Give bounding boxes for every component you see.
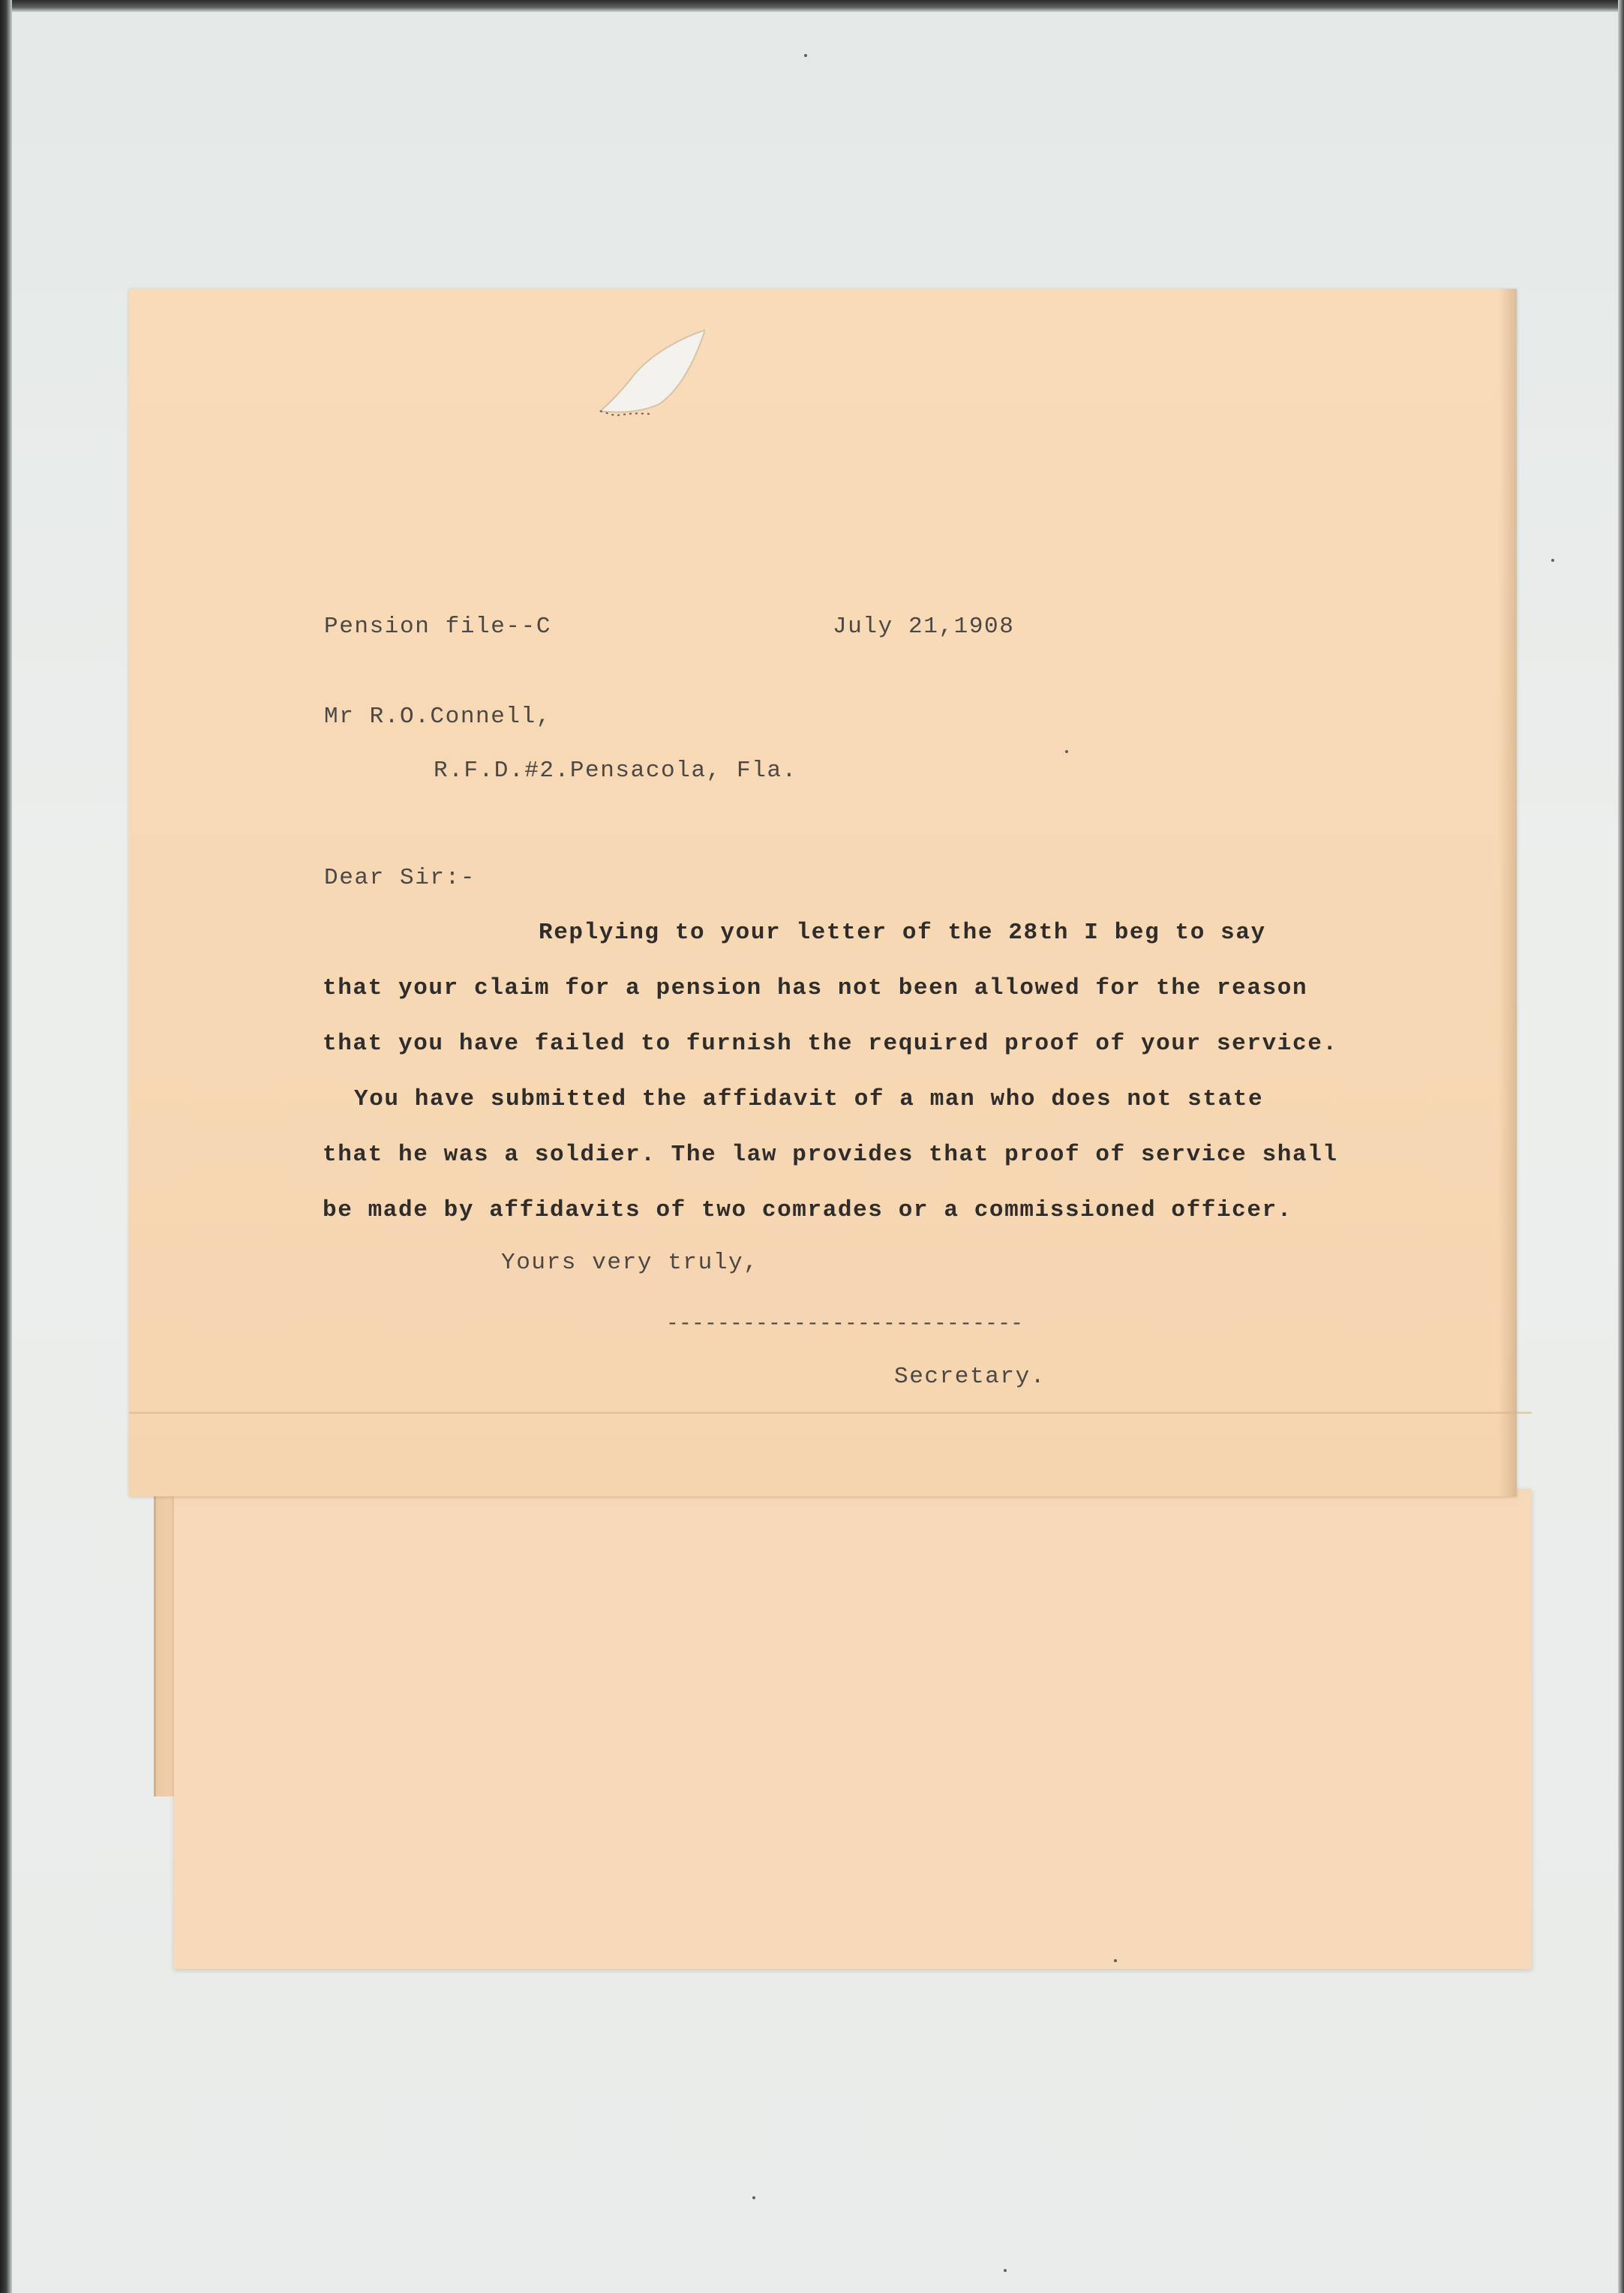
letter-date: July 21,1908 xyxy=(833,614,1015,640)
recipient-name: Mr R.O.Connell, xyxy=(324,704,552,730)
scanner-top-edge xyxy=(0,0,1624,12)
scan-speck xyxy=(1551,559,1554,562)
recipient-address: R.F.D.#2.Pensacola, Fla. xyxy=(434,758,797,784)
closing: Yours very truly, xyxy=(501,1250,759,1276)
body-line-4: You have submitted the affidavit of a man who does not state xyxy=(354,1086,1264,1112)
scan-speck xyxy=(752,2196,755,2199)
body-line-2: that your claim for a pension has not been allowed for the reason xyxy=(323,975,1308,1001)
body-line-3: that you have failed to furnish the required proof of your service. xyxy=(323,1031,1338,1057)
body-line-6: be made by affidavits of two comrades or a commissioned officer. xyxy=(323,1197,1292,1223)
file-reference: Pension file--C xyxy=(324,614,552,640)
scanner-right-edge xyxy=(1618,0,1624,2293)
paper-tear-hole xyxy=(593,323,705,420)
body-line-5: that he was a soldier. The law provides that proof of service shall xyxy=(323,1142,1338,1168)
paper-fold-line xyxy=(129,1412,1532,1414)
scan-speck xyxy=(1004,2269,1007,2272)
scan-speck xyxy=(1065,750,1068,753)
scan-speck xyxy=(804,54,807,57)
signatory-title: Secretary. xyxy=(894,1364,1046,1390)
paper-back-sheet xyxy=(174,1489,1532,1969)
signature-line: ---------------------------- xyxy=(666,1313,1024,1336)
salutation: Dear Sir:- xyxy=(324,865,476,891)
scanner-left-edge xyxy=(0,0,12,2293)
body-line-1: Replying to your letter of the 28th I beg to say xyxy=(539,920,1266,946)
scan-speck xyxy=(1114,1959,1117,1962)
